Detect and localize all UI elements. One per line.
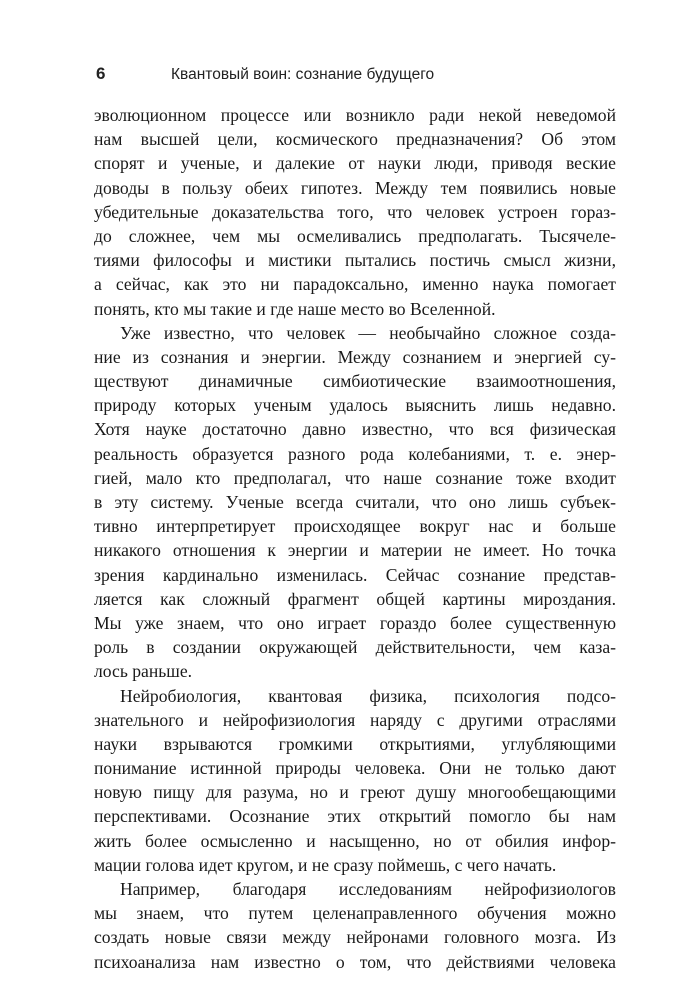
text-line: ляется как сложный фрагмент общей картины мироздания. (94, 588, 616, 609)
text-line: знательного и нейрофизиология наряду с другими отраслями (94, 709, 616, 730)
text-line: убедительные доказательства того, что человек устроен гораз- (94, 201, 616, 222)
text-line: природу которых ученым удалось выяснить лишь недавно. (94, 395, 616, 416)
text-line: никакого отношения к энергии и материи не имеет. Но точка (94, 540, 616, 561)
text-line: реальность образуется разного рода колебаниями, т. е. энер- (94, 443, 616, 464)
text-line: мации голова идет кругом, и не сразу поймешь, с чего начать. (94, 854, 557, 875)
paragraph (94, 103, 616, 321)
text-line: гией, мало кто предполагал, что наше сознание тоже входит (94, 467, 616, 488)
text-line: роль в создании окружающей действительности, чем каза- (94, 637, 616, 658)
text-line: тивно интерпретирует происходящее вокруг нас и больше (94, 516, 616, 537)
text-line: ществуют динамичные симбиотические взаимоотношения, (94, 371, 616, 392)
text-line: Мы уже знаем, что оно играет гораздо более существенную (94, 612, 616, 633)
text-line: спорят и ученые, и далекие от науки люди, приводя веские (94, 153, 616, 174)
page-number: 6 (96, 64, 106, 83)
text-line: понять, кто мы такие и где наше место во Вселенной. (94, 298, 496, 319)
text-line: Хотя науке достаточно давно известно, что вся физическая (94, 419, 616, 440)
text-line: в эту систему. Ученые всегда считали, что оно лишь субъек- (94, 492, 616, 512)
text-line: понимание истинной природы человека. Они не только дают (94, 758, 616, 779)
text-line: Нейробиология, квантовая физика, психология подсо- (120, 685, 616, 706)
text-line: мы знаем, что путем целенаправленного обучения можно (94, 903, 616, 924)
text-line: зрения кардинально изменилась. Сейчас сознание представ- (94, 564, 616, 585)
text-line: перспективами. Осознание этих открытий помогло бы нам (94, 806, 616, 827)
paragraph (94, 321, 616, 684)
text-line: Уже известно, что человек — необычайно сложное созда- (120, 322, 616, 343)
text-line: создать новые связи между нейронами головного мозга. Из (94, 927, 616, 948)
text-line: лось раньше. (94, 661, 193, 682)
text-line: жить более осмысленно и насыщенно, но от обилия инфор- (94, 830, 616, 851)
text-line: тиями философы и мистики пытались постичь смысл жизни, (94, 250, 616, 271)
text-line: до сложнее, чем мы осмеливались предполагать. Тысячеле- (94, 225, 616, 246)
text-line: ние из сознания и энергии. Между сознанием и энергией су- (94, 346, 616, 367)
text-line: нам высшей цели, космического предназначения? Об этом (94, 129, 616, 150)
body-text (94, 103, 616, 974)
paragraph (94, 684, 616, 878)
text-line: Например, благодаря исследованиям нейрофизиологов (120, 879, 616, 899)
running-title: Квантовый воин: сознание будущего (171, 66, 435, 83)
running-head (96, 62, 616, 86)
text-line: эволюционном процессе или возникло ради некой неведомой (94, 105, 616, 125)
text-line: психоанализа нам известно о том, что действиями человека (94, 951, 616, 972)
text-line: а сейчас, как это ни парадоксально, именно наука помогает (94, 274, 616, 295)
text-line: новую пищу для разума, но и греют душу многообещающими (94, 782, 616, 803)
paragraph (94, 877, 616, 974)
text-line: доводы в пользу обеих гипотез. Между тем появились новые (94, 177, 616, 198)
text-line: науки взрываются громкими открытиями, углубляющими (94, 733, 616, 754)
